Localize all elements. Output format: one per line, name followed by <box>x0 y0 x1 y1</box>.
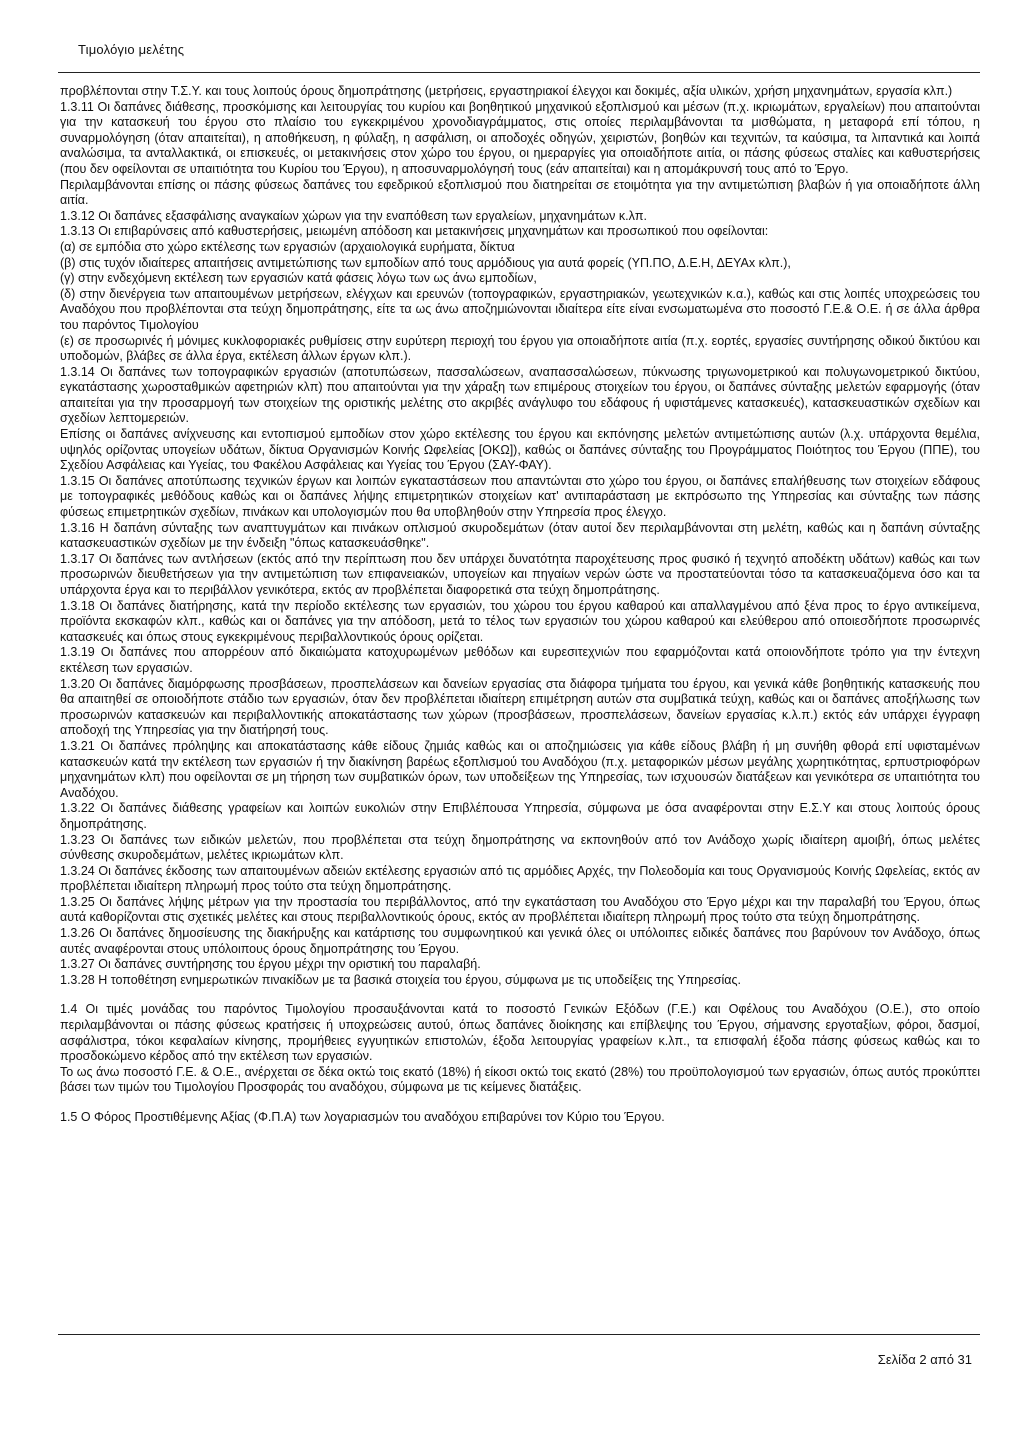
header-rule <box>58 72 980 73</box>
paragraph: Επίσης οι δαπάνες ανίχνευσης και εντοπισμού εμποδίων στον χώρο εκτέλεσης του έργου και εκπόνησης μελετών αντιμετώπισης αυτών (λ.χ. υπάρχοντα θεμέλια, υψηλός ορίζοντας υπογείων υδάτων, δίκτυα Οργανισμών Κοινής Ωφελείας [ΟΚΩ]), καθώς οι δαπάνες σύνταξης του Προγράμματος Ποιότητος του Έργου (ΠΠΕ), του Σχεδίου Ασφάλειας και Υγείας, του Φακέλου Ασφάλειας και Υγείας του Έργου (ΣΑΥ-ΦΑΥ). <box>60 427 980 473</box>
paragraph: 1.3.15 Οι δαπάνες αποτύπωσης τεχνικών έργων και λοιπών εγκαταστάσεων που απαντώνται στο χώρο του έργου, οι δαπάνες επαλήθευσης των στοιχείων εδάφους με τοπογραφικές μεθόδους καθώς και οι δαπάνες λήψης επιμετρητικών στοιχείων κατ' αντιπαράσταση με εκπρόσωπο της Υπηρεσίας και σύνταξης των πάσης φύσεως επιμετρητικών σχεδίων, πινάκων και υπολογισμών που θα υποβληθούν στην Υπηρεσία προς έλεγχο. <box>60 473 980 520</box>
paragraph: 1.3.18 Οι δαπάνες διατήρησης, κατά την περίοδο εκτέλεσης των εργασιών, του χώρου του έργου καθαρού και απαλλαγμένου από ξένα προς το έργο αντικείμενα, προϊόντα εκσκαφών κλπ., καθώς και οι δαπάνες για την απόδοση, μετά το τέλος των εργασιών του χώρου καθαρού και ελεύθερου από οποιεσδήποτε προσωρινές κατασκευές και όπως στους εγκεκριμένους περιβαλλοντικούς όρους ορίζεται. <box>60 598 980 644</box>
paragraph: 1.3.28 Η τοποθέτηση ενημερωτικών πινακίδων με τα βασικά στοιχεία του έργου, σύμφωνα με τις υποδείξεις της Υπηρεσίας. <box>60 972 741 987</box>
paragraph: 1.4 Οι τιμές μονάδας του παρόντος Τιμολογίου προσαυξάνονται κατά το ποσοστό Γενικών Εξόδων (Γ.Ε.) και Οφέλους του Αναδόχου (Ο.Ε.), στο οποίο περιλαμβάνονται οι πάσης φύσεως κρατήσεις ή υποχρεώσεις αυτού, όπως δαπάνες διοίκησης και επίβλεψης του Έργου, σήμανσης εργοταξίων, φόροι, δασμοί, ασφάλιστρα, τόκοι κεφαλαίων κίνησης, προμήθειες εγγυητικών επιστολών, έξοδα λειτουργίας γραφείων κ.λπ., τα επισφαλή έξοδα πάσης φύσεως καθώς και το προσδοκώμενο κέρδος από την εκτέλεση των εργασιών. <box>60 1002 980 1064</box>
section-spacer <box>60 988 980 1002</box>
paragraph: 1.3.23 Οι δαπάνες των ειδικών μελετών, που προβλέπεται στα τεύχη δημοπράτησης να εκπονηθούν από τον Ανάδοχο χωρίς ιδιαίτερη αμοιβή, όπως μελέτες σύνθεσης σκυροδεμάτων, μελέτες ικριωμάτων κλπ. <box>60 832 980 863</box>
paragraph: 1.3.19 Οι δαπάνες που απορρέουν από δικαιώματα κατοχυρωμένων μεθόδων και ευρεσιτεχνιών που εφαρμόζονται κατά οποιονδήποτε τρόπο για την έντεχνη εκτέλεση των εργασιών. <box>60 645 980 675</box>
paragraph: 1.3.24 Οι δαπάνες έκδοσης των απαιτουμένων αδειών εκτέλεσης εργασιών από τις αρμόδιες Αρχές, την Πολεοδομία και τους Οργανισμούς Κοινής Ωφελείας, εκτός αν προβλέπεται ιδιαίτερη πληρωμή προς τούτο στα τεύχη δημοπράτησης. <box>60 863 980 894</box>
paragraph: 1.3.14 Οι δαπάνες των τοπογραφικών εργασιών (αποτυπώσεων, πασσαλώσεων, αναπασσαλώσεων, πύκνωσης τριγωνομετρικού και πολυγωνομετρικού δικτύου, εγκατάστασης χωροσταθμικών αφετηριών κλπ) που απαιτούνται για την χάραξη των επιμέρους στοιχείων του έργου, οι δαπάνες σύνταξης μελετών εφαρμογής (όταν απαιτείται για την προσαρμογή των στοιχείων της οριστικής μελέτης στο ακριβές ανάγλυφο του εδάφους ή υφιστάμενες κατασκευές), κατασκευαστικών σχεδίων και σχεδίων λεπτομερειών. <box>60 364 980 426</box>
paragraph: Το ως άνω ποσοστό Γ.Ε. & Ο.Ε., ανέρχεται σε δέκα οκτώ τοις εκατό (18%) ή είκοσι οκτώ τοις εκατό (28%) του προϋπολογισμού των εργασιών, όπως αυτός προκύπτει βάσει των τιμών του Τιμολογίου Προσφοράς του αναδόχου, σύμφωνα με τις κείμενες διατάξεις. <box>60 1064 980 1095</box>
paragraph: 1.3.21 Οι δαπάνες πρόληψης και αποκατάστασης κάθε είδους ζημιάς καθώς και οι αποζημιώσεις για κάθε είδους βλάβη ή μη συνήθη φθορά επί υφισταμένων κατασκευών κατά την εκτέλεση των εργασιών ή την διακίνηση βαρέως εξοπλισμού του Αναδόχου (π.χ. μεταφορικών μέσων μεγάλης χωρητικότητας, ερπυστριοφόρων μηχανημάτων κλπ) που οφείλονται σε μη τήρηση των συμβατικών όρων, των υποδείξεων της Υπηρεσίας, των ισχυουσών διατάξεων και γενικότερα σε υπαιτιότητα του Αναδόχου. <box>60 738 980 800</box>
list-item: (δ) στην διενέργεια των απαιτουμένων μετρήσεων, ελέγχων και ερευνών (τοπογραφικών, εργαστηριακών, γεωτεχνικών κ.α.), καθώς και στις λοιπές υποχρεώσεις του Αναδόχου που προβλέπονται στα τεύχη δημοπράτησης, είτε τα ως άνω αποζημιώνονται ιδιαίτερα είτε είναι ενσωματωμένα στο ποσοστό Γ.Ε.& Ο.Ε. ή σε άλλα άρθρα του παρόντος Τιμολογίου <box>60 286 980 332</box>
page-number: Σελίδα 2 από 31 <box>877 1352 972 1367</box>
paragraph: 1.3.27 Οι δαπάνες συντήρησης του έργου μέχρι την οριστική του παραλαβή. <box>60 957 481 972</box>
list-item: (β) στις τυχόν ιδιαίτερες απαιτήσεις αντιμετώπισης των εμποδίων από τους αρμόδιους για αυτά φορείς (ΥΠ.ΠΟ, Δ.Ε.Η, ΔΕΥΑx κλπ.), <box>60 255 791 270</box>
paragraph: 1.3.13 Οι επιβαρύνσεις από καθυστερήσεις, μειωμένη απόδοση και μετακινήσεις μηχανημάτων και προσωπικού που οφείλονται: <box>60 224 769 239</box>
footer-rule <box>58 1334 980 1335</box>
paragraph: 1.3.12 Οι δαπάνες εξασφάλισης αναγκαίων χώρων για την εναπόθεση των εργαλείων, μηχανημάτων κ.λπ. <box>60 208 647 223</box>
paragraph: 1.3.16 Η δαπάνη σύνταξης των αναπτυγμάτων και πινάκων οπλισμού σκυροδεμάτων (όταν αυτοί δεν περιλαμβάνονται στη μελέτη, καθώς και η δαπάνη σύνταξης κατασκευαστικών σχεδίων με την ένδειξη "όπως κατασκευάσθηκε". <box>60 520 980 551</box>
paragraph: 1.3.25 Οι δαπάνες λήψης μέτρων για την προστασία του περιβάλλοντος, από την εγκατάσταση του Αναδόχου στο Έργο μέχρι και την παραλαβή του Έργου, όπως αυτά καθορίζονται στις σχετικές μελέτες και στους περιβαλλοντικούς όρους, εκτός αν προβλέπεται ιδιαίτερη πληρωμή προς τούτο στα τεύχη δημοπράτησης. <box>60 894 980 925</box>
paragraph: 1.3.11 Οι δαπάνες διάθεσης, προσκόμισης και λειτουργίας του κυρίου και βοηθητικού μηχανικού εξοπλισμού και μέσων (π.χ. ικριωμάτων, εργαλείων) που απαιτούνται για την κατασκευή του έργου στο πλαίσιο του εγκεκριμένου χρονοδιαγράμματος, στις οποίες περιλαμβάνονται τα μισθώματα, η μεταφορά επί τόπου, η συναρμολόγηση (όταν απαιτείται), η αποθήκευση, η φύλαξη, η ασφάλιση, οι αποδοχές οδηγών, χειριστών, βοηθών και τεχνιτών, τα καύσιμα, τα λιπαντικά και λοιπά αναλώσιμα, τα ανταλλακτικά, οι επισκευές, οι μετακινήσεις στον χώρο του έργου, οι ημεραργίες για οποιαδήποτε αιτία, οι πάσης φύσεως σταλίες και καθυστερήσεις (που δεν οφείλονται σε υπαιτιότητα του Κυρίου του Έργου), η αποσυναρμολόγησή τους (εάν απαιτείται) και η απομάκρυνσή τους από το Έργο. <box>60 99 980 176</box>
paragraph: προβλέπονται στην Τ.Σ.Υ. και τους λοιπούς όρους δημοπράτησης (μετρήσεις, εργαστηριακοί έλεγχοι και δοκιμές, αξία υλικών, χρήση μηχανημάτων, εργασία κλπ.) <box>60 84 953 98</box>
list-item: (γ) στην ενδεχόμενη εκτέλεση των εργασιών κατά φάσεις λόγω των ως άνω εμποδίων, <box>60 271 537 286</box>
paragraph: 1.3.26 Οι δαπάνες δημοσίευσης της διακήρυξης και κατάρτισης του συμφωνητικού και γενικά όλες οι υπόλοιπες ειδικές δαπάνες που βαρύνουν τον Ανάδοχο, όπως αυτές αναφέρονται στους υπόλοιπους όρους δημοπράτησης του Έργου. <box>60 926 980 956</box>
document-body <box>60 84 980 1126</box>
paragraph: 1.3.17 Οι δαπάνες των αντλήσεων (εκτός από την περίπτωση που δεν υπάρχει δυνατότητα παροχέτευσης προς φυσικό ή τεχνητό αποδέκτη υδάτων) καθώς και των προσωρινών διευθετήσεων για την αντιμετώπιση των επιφανειακών, υπογείων και πηγαίων νερών ώστε να προστατεύονται τόσο τα κατασκευαζόμενα όσο και τα υπάρχοντα έργα και το περιβάλλον γενικότερα, εκτός αν προβλέπεται διαφορετικά στα τεύχη δημοπράτησης. <box>60 551 980 597</box>
list-item: (α) σε εμπόδια στο χώρο εκτέλεσης των εργασιών (αρχαιολογικά ευρήματα, δίκτυα <box>60 239 515 254</box>
paragraph: Περιλαμβάνονται επίσης οι πάσης φύσεως δαπάνες του εφεδρικού εξοπλισμού που διατηρείται σε ετοιμότητα για την αντιμετώπιση βλαβών ή για οποιαδήποτε άλλη αιτία. <box>60 177 980 208</box>
paragraph: 1.3.22 Οι δαπάνες διάθεσης γραφείων και λοιπών ευκολιών στην Επιβλέπουσα Υπηρεσία, σύμφωνα με όσα αναφέρονται στην Ε.Σ.Υ και στους λοιπούς όρους δημοπράτησης. <box>60 801 980 831</box>
paragraph: 1.3.20 Οι δαπάνες διαμόρφωσης προσβάσεων, προσπελάσεων και δανείων εργασίας στα διάφορα τμήματα του έργου, και γενικά κάθε βοηθητικής κατασκευής που θα απαιτηθεί σε οποιοδήποτε στάδιο των εργασιών, όταν δεν προβλέπεται ιδιαίτερη επιμέτρηση αυτών στα συμβατικά τεύχη, καθώς και οι δαπάνες αποξήλωσης των προσωρινών κατασκευών και περιβαλλοντικής αποκατάστασης των χώρων (προσβάσεων, προσπελάσεων, δανείων εργασίας κ.λ.π.) εκτός εάν υπάρχει έγγραφη αποδοχή της Υπηρεσίας για την διατήρησή τους. <box>60 676 980 738</box>
header-title: Τιμολόγιο μελέτης <box>78 42 185 57</box>
paragraph: 1.5 Ο Φόρος Προστιθέμενης Αξίας (Φ.Π.Α) των λογαριασμών του αναδόχου επιβαρύνει τον Κύριο του Έργου. <box>60 1110 665 1124</box>
section-spacer <box>60 1096 980 1110</box>
list-item: (ε) σε προσωρινές ή μόνιμες κυκλοφοριακές ρυθμίσεις στην ευρύτερη περιοχή του έργου για οποιαδήποτε αιτία (π.χ. εορτές, εργασίες συντήρησης οδικού δικτύου και υποδομών, βλάβες σε άλλα έργα, εκτέλεση άλλων έργων κλπ.). <box>60 333 980 364</box>
